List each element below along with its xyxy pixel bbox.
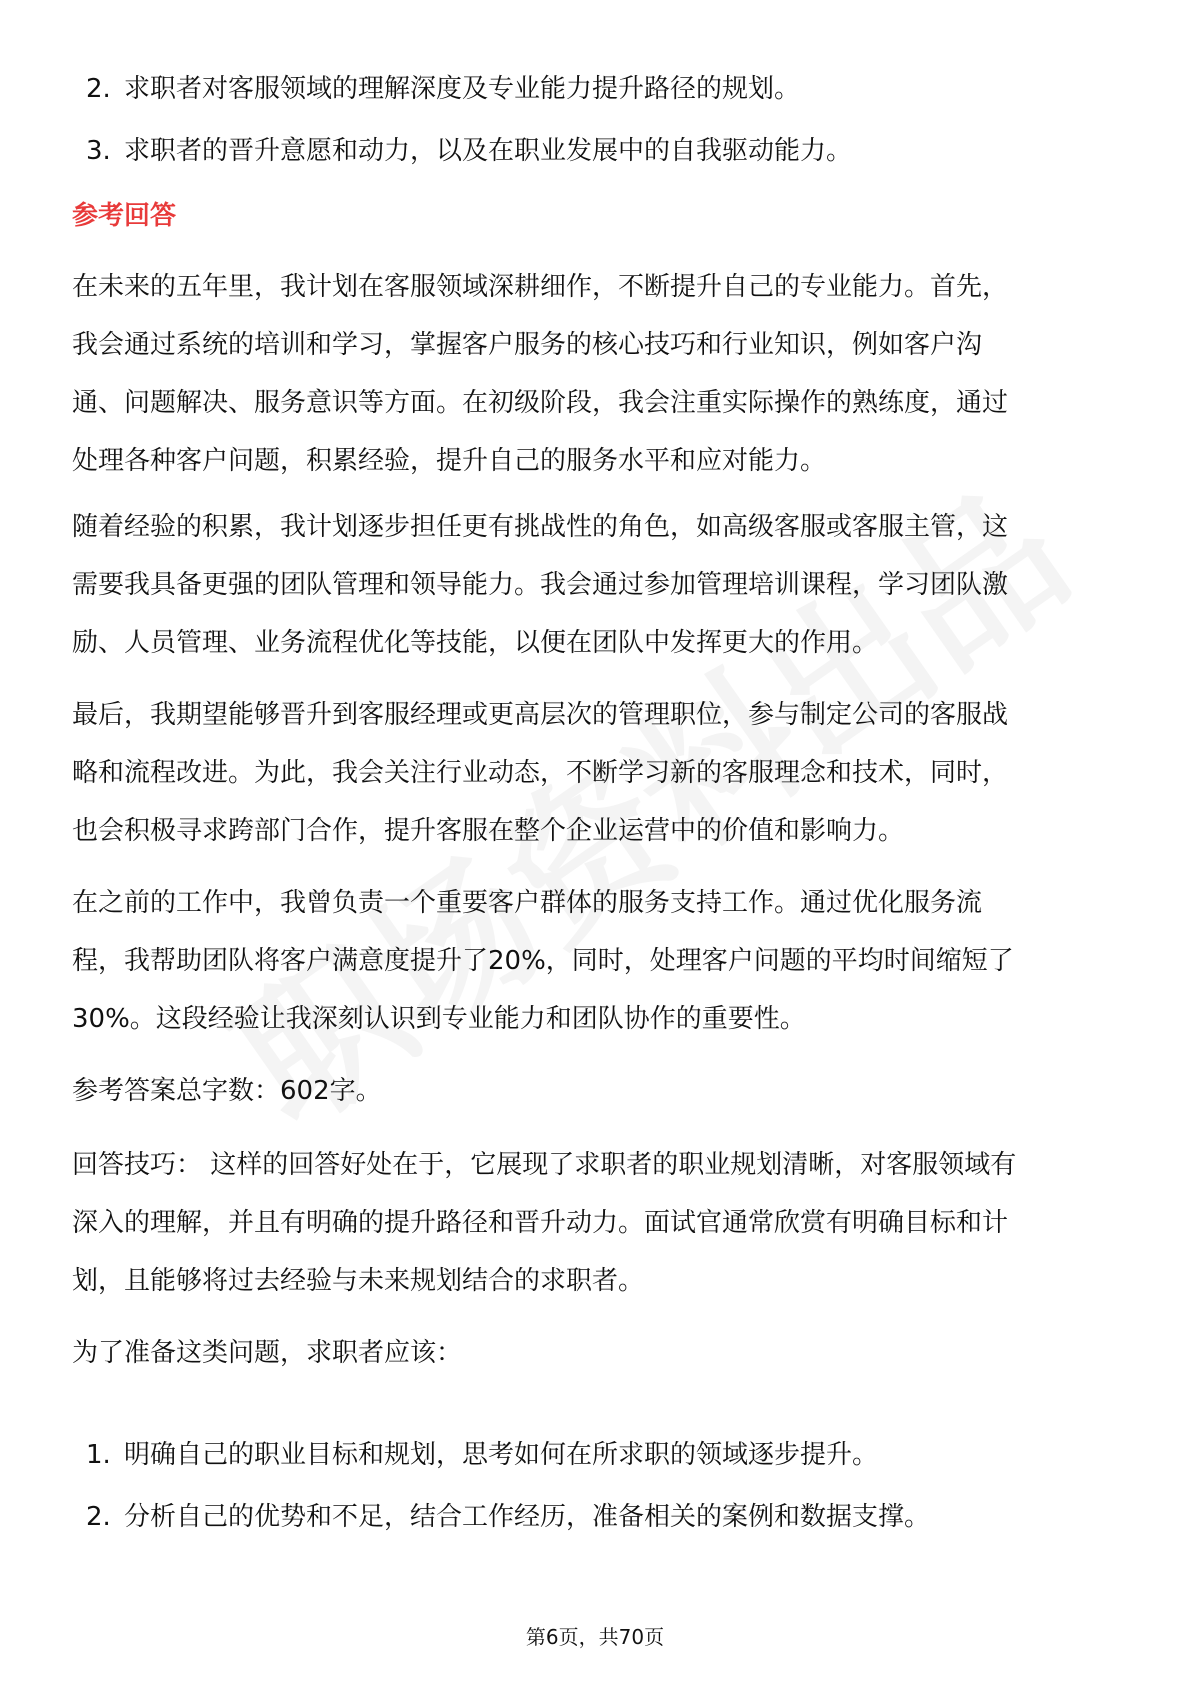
list-item [0, 1424, 1190, 1486]
paragraph-line: 在之前的工作中，我曾负责一个重要客户群体的服务支持工作。通过优化服务流 [72, 888, 983, 918]
list-item [0, 1486, 1190, 1548]
paragraph-line: 也会积极寻求跨部门合作，提升客服在整个企业运营中的价值和影响力。 [72, 816, 905, 846]
paragraph-line: 深入的理解，并且有明确的提升路径和晋升动力。面试官通常欣赏有明确目标和计 [72, 1208, 1009, 1238]
paragraph-line: 略和流程改进。为此，我会关注行业动态，不断学习新的客服理念和技术，同时， [72, 758, 1009, 788]
list-item-number: 2. [86, 1502, 111, 1532]
section-heading: 参考回答 [72, 201, 177, 231]
list-item [0, 120, 1190, 182]
list-item [0, 58, 1190, 120]
answer-paragraph-4 [72, 874, 1122, 1048]
paragraph-line: 通、问题解决、服务意识等方面。在初级阶段，我会注重实际操作的熟练度，通过 [72, 388, 1009, 418]
paragraph-line: 需要我具备更强的团队管理和领导能力。我会通过参加管理培训课程，学习团队激 [72, 570, 1009, 600]
paragraph-line: 处理各种客户问题，积累经验，提升自己的服务水平和应对能力。 [72, 446, 827, 476]
list-item-number: 2. [86, 74, 111, 104]
preparation-intro [72, 1324, 1122, 1382]
paragraph-line: 励、人员管理、业务流程优化等技能，以便在团队中发挥更大的作用。 [72, 628, 879, 658]
paragraph-line: 最后，我期望能够晋升到客服经理或更高层次的管理职位，参与制定公司的客服战 [72, 700, 1009, 730]
preparation-list [0, 1424, 1190, 1548]
word-count [72, 1062, 1122, 1120]
answer-paragraph-3 [72, 686, 1122, 860]
list-item-number: 1. [86, 1440, 111, 1470]
page-footer: 第6页，共70页 [525, 1625, 665, 1649]
paragraph-line: 回答技巧： 这样的回答好处在于，它展现了求职者的职业规划清晰，对客服领域有 [72, 1150, 1017, 1180]
paragraph-line: 为了准备这类问题，求职者应该： [72, 1338, 463, 1368]
paragraph-line: 参考答案总字数：602字。 [72, 1076, 382, 1106]
answer-paragraph-1 [72, 258, 1122, 490]
paragraph-line: 我会通过系统的培训和学习，掌握客户服务的核心技巧和行业知识，例如客户沟 [72, 330, 983, 360]
paragraph-line: 程，我帮助团队将客户满意度提升了20%，同时，处理客户问题的平均时间缩短了 [72, 946, 1014, 976]
paragraph-line: 划，且能够将过去经验与未来规划结合的求职者。 [72, 1266, 645, 1296]
paragraph-line: 30%。这段经验让我深刻认识到专业能力和团队协作的重要性。 [72, 1004, 806, 1034]
list-item-text: 分析自己的优势和不足，结合工作经历，准备相关的案例和数据支撑。 [124, 1502, 931, 1532]
list-item-text: 明确自己的职业目标和规划，思考如何在所求职的领域逐步提升。 [124, 1440, 879, 1470]
paragraph-line: 随着经验的积累，我计划逐步担任更有挑战性的角色，如高级客服或客服主管，这 [72, 512, 1009, 542]
answer-tips [72, 1136, 1122, 1310]
list-item-text: 求职者对客服领域的理解深度及专业能力提升路径的规划。 [124, 74, 801, 104]
answer-paragraph-2 [72, 498, 1122, 672]
list-item-number: 3. [86, 136, 111, 166]
list-item-text: 求职者的晋升意愿和动力，以及在职业发展中的自我驱动能力。 [124, 136, 853, 166]
paragraph-line: 在未来的五年里，我计划在客服领域深耕细作，不断提升自己的专业能力。首先， [72, 272, 1009, 302]
criteria-list [0, 58, 1190, 182]
